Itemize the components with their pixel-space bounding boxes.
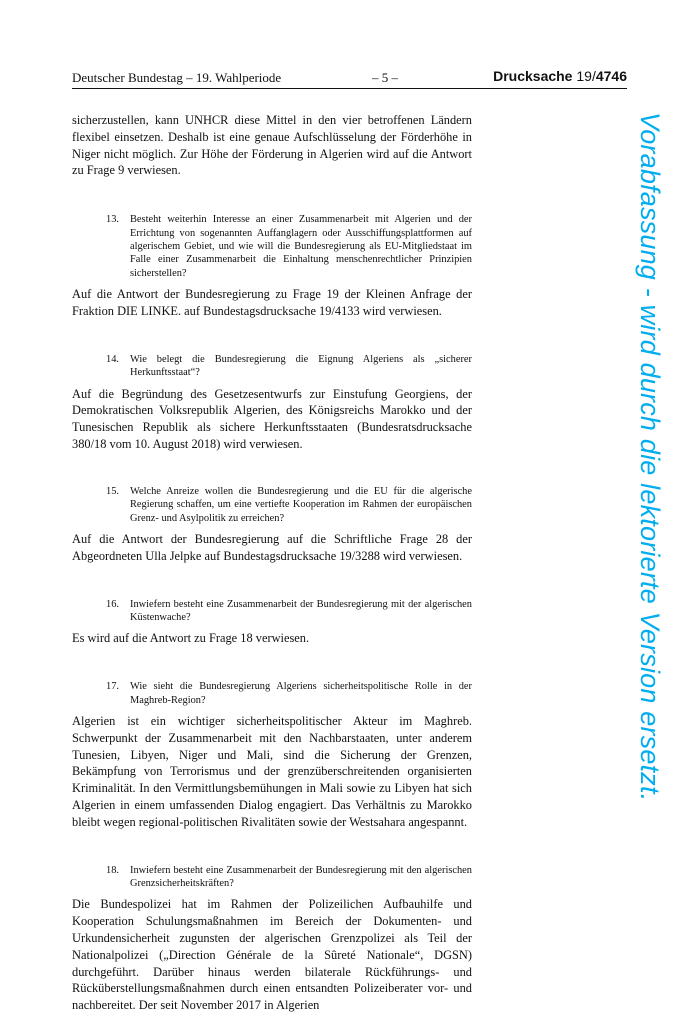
- question-13: [106, 213, 472, 280]
- document-number: [493, 68, 627, 84]
- question-16: [106, 598, 472, 625]
- question-14: [106, 353, 472, 380]
- question-number: 13.: [106, 214, 119, 226]
- parliament-label: Deutscher Bundestag – 19. Wahlperiode: [72, 70, 282, 85]
- question-text: Besteht weiterhin Interesse an einer Zusammenarbeit mit Algerien und der Errichtung von sogenannten Auffanglagern oder Ausschiffungsplattformen auf algerischem Gebiet, und wie will die Bundesregierung als EU-Mitgliedstaat im Falle einer Zusammenarbeit die Einhaltung menschenrechtlicher Prinzipien sicherstellen?: [130, 214, 472, 279]
- watermark-text: Vorabfassung - wird durch die lektorierte Version ersetzt.: [635, 112, 665, 802]
- answer-paragraph: Auf die Antwort der Bundesregierung zu Frage 19 der Kleinen Anfrage der Fraktion DIE LINKE. auf Bundestagsdrucksache 19/4133 wird verwiesen.: [72, 287, 472, 319]
- document-prefix: 19/: [576, 68, 596, 84]
- question-number: 15.: [106, 485, 119, 497]
- answer-paragraph: Algerien ist ein wichtiger sicherheitspolitischer Akteur im Maghreb. Schwerpunkt der Zusammenarbeit mit den Nachbarstaaten, unter anderem Tunesien, Libyen, Niger und Mali, sind die Sicherung der Grenzen, Bekämpfung von Terrorismus und der grenzüberschreitenden organisierten Kriminalität. In den Vermittlungsbemühungen in Mali sowie zu Libyen hat sich Algerien in einem umfassenden Dialog engagiert. Das Verhältnis zu Marokko bleibt wegen regional-politischen Rivalitäten sowie der Westsahara angespannt.: [72, 714, 472, 829]
- question-number: 14.: [106, 353, 119, 365]
- answer-paragraph: Auf die Antwort der Bundesregierung auf die Schriftliche Frage 28 der Abgeordneten Ulla Jelpke auf Bundestagsdrucksache 19/3288 wird verwiesen.: [72, 532, 472, 563]
- question-text: Inwiefern besteht eine Zusammenarbeit der Bundesregierung mit den algerischen Grenzsicherheitskräften?: [130, 864, 472, 890]
- answer-paragraph: sicherzustellen, kann UNHCR diese Mittel in den vier betroffenen Ländern flexibel einsetzen. Deshalb ist eine genaue Aufschlüsselung der Förderhöhe in Niger nicht möglich. Zur Höhe der Förderung in Algerien wird auf die Antwort zu Frage 9 verwiesen.: [72, 113, 472, 178]
- question-18: [106, 864, 472, 891]
- question-number: 17.: [106, 681, 119, 693]
- page-content: [72, 112, 472, 1014]
- header-rule: [72, 88, 627, 89]
- question-text: Wie sieht die Bundesregierung Algeriens sicherheitspolitische Rolle in der Maghreb-Region?: [130, 681, 472, 706]
- answer-paragraph: Die Bundespolizei hat im Rahmen der Polizeilichen Aufbauhilfe und Kooperation Schulungsmaßnahmen im Bereich der Dokumenten- und Urkundensicherheit zugunsten der algerischen Grenzpolizei als Teil der Nationalpolizei („Direction Générale de la Sûreté Nationale“, DGSN) durchgeführt. Darüber hinaus werden bilaterale Rückführungs- und Rücküberstellungsmaßnahmen durch einen entsandten Polizeiberater vor- und nachbereitet. Der seit November 2017 in Algerien: [72, 897, 472, 1013]
- question-text: Inwiefern besteht eine Zusammenarbeit der Bundesregierung mit der algerischen Küstenwache?: [130, 598, 472, 624]
- question-number: 16.: [106, 598, 119, 610]
- page-number: – 5 –: [372, 70, 398, 85]
- question-text: Welche Anreize wollen die Bundesregierung und die EU für die algerische Regierung schaffen, um eine vertiefte Kooperation im Rahmen der europäischen Grenz- und Asylpolitik zu erreichen?: [130, 485, 472, 524]
- answer-paragraph: Auf die Begründung des Gesetzesentwurfs zur Einstufung Georgiens, der Demokratischen Volksrepublik Algerien, des Königsreichs Marokko und der Tunesischen Republik als sichere Herkunftsstaaten (Bundesratsdrucksache 380/18 vom 10. August 2018) wird verwiesen.: [72, 386, 472, 452]
- document-label: Drucksache: [493, 68, 573, 84]
- question-17: [106, 680, 472, 707]
- question-text: Wie belegt die Bundesregierung die Eignung Algeriens als „sicherer Herkunftsstaat“?: [130, 353, 472, 379]
- watermark: [635, 112, 685, 892]
- answer-paragraph: Es wird auf die Antwort zu Frage 18 verwiesen.: [72, 631, 310, 646]
- page-header: [72, 70, 627, 88]
- question-number: 18.: [106, 864, 119, 876]
- document-id: 4746: [595, 68, 627, 84]
- question-15: [106, 485, 472, 525]
